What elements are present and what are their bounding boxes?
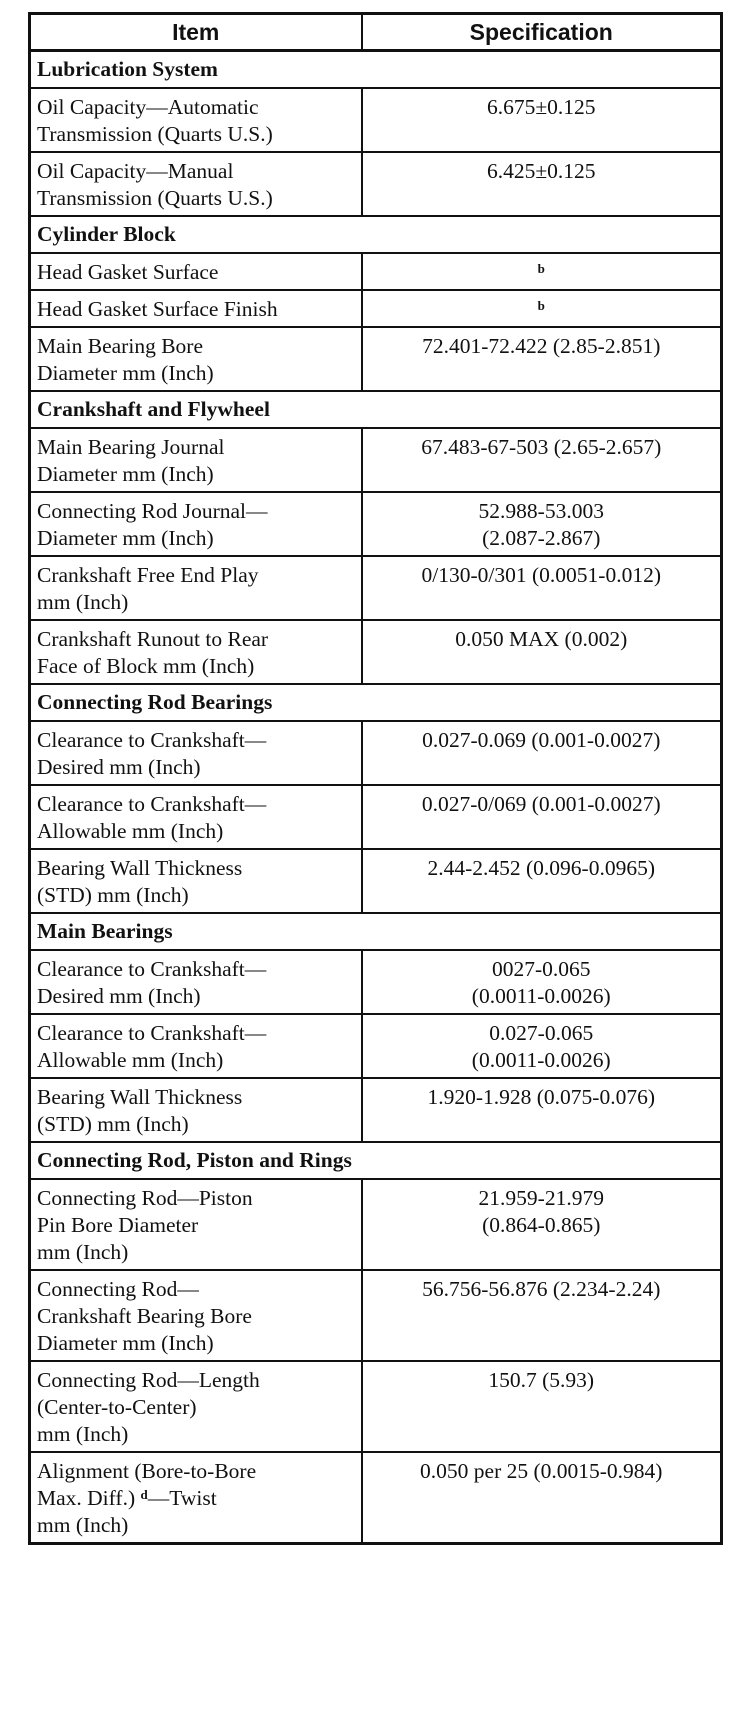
item-cell: Connecting Rod— Crankshaft Bearing Bore Diameter mm (Inch) [37,1277,252,1355]
footnote-marker: b [537,298,545,313]
section-title: Main Bearings [30,913,722,950]
table-row [30,428,722,492]
table-row [30,785,722,849]
header-item: Item [30,14,362,51]
table-row [30,1361,722,1452]
header-spec: Specification [362,14,722,51]
footnote-marker: d [140,1487,148,1502]
spec-cell: 0.050 MAX (0.002) [455,627,628,651]
item-cell: Clearance to Crankshaft— Allowable mm (Inch) [37,1021,267,1072]
spec-cell: 6.675±0.125 [486,95,596,119]
table-row [30,88,722,152]
spec-cell: 0.027-0.069 (0.001-0.0027) [422,728,661,752]
spec-cell: 67.483-67-503 (2.65-2.657) [421,435,662,459]
footnote-marker: b [537,261,545,276]
table-row [30,492,722,556]
item-cell: Crankshaft Runout to Rear Face of Block mm (Inch) [37,627,269,678]
section-row [30,51,722,89]
table-row [30,556,722,620]
item-cell: Oil Capacity—Manual Transmission (Quarts U.S.) [37,159,273,210]
item-cell: Head Gasket Surface [37,260,219,284]
spec-cell: 52.988-53.003 (2.087-2.867) [478,499,604,550]
section-title: Connecting Rod Bearings [30,684,722,721]
spec-cell: 21.959-21.979 (0.864-0.865) [478,1186,604,1237]
table-row [30,1270,722,1361]
spec-table [28,12,723,1545]
section-title: Cylinder Block [30,216,722,253]
spec-cell: 72.401-72.422 (2.85-2.851) [422,334,661,358]
table-row [30,849,722,913]
table-row [30,620,722,684]
spec-cell: 0.027-0/069 (0.001-0.0027) [421,792,661,816]
item-cell: Connecting Rod—Length (Center-to-Center) mm (Inch) [37,1368,260,1446]
item-cell: Bearing Wall Thickness (STD) mm (Inch) [37,1085,243,1136]
section-row [30,391,722,428]
table-row [30,1014,722,1078]
spec-cell: 56.756-56.876 (2.234-2.24) [422,1277,661,1301]
section-row [30,913,722,950]
item-cell: Connecting Rod—Piston Pin Bore Diameter mm (Inch) [37,1186,253,1264]
spec-cell: 2.44-2.452 (0.096-0.0965) [427,856,655,880]
spec-cell: 1.920-1.928 (0.075-0.076) [427,1085,655,1109]
spec-cell: 150.7 (5.93) [488,1368,595,1392]
spec-cell: 0027-0.065 (0.0011-0.0026) [471,957,611,1008]
table-row [30,1179,722,1270]
section-title: Crankshaft and Flywheel [30,391,722,428]
table-row [30,721,722,785]
table-row [30,1452,722,1544]
item-cell: Clearance to Crankshaft— Desired mm (Inch) [37,957,267,1008]
spec-cell: 0/130-0/301 (0.0051-0.012) [421,563,661,587]
item-cell-part: Alignment (Bore-to-Bore Max. Diff.) [37,1459,257,1510]
table-row [30,1078,722,1142]
item-cell: Connecting Rod Journal— Diameter mm (Inch) [37,499,268,550]
table-row [30,253,722,290]
item-cell: Crankshaft Free End Play mm (Inch) [37,563,259,614]
item-cell: Oil Capacity—Automatic Transmission (Quarts U.S.) [37,95,273,146]
item-cell: Bearing Wall Thickness (STD) mm (Inch) [37,856,243,907]
item-cell: Main Bearing Bore Diameter mm (Inch) [37,334,214,385]
table-row [30,327,722,391]
item-cell: Main Bearing Journal Diameter mm (Inch) [37,435,225,486]
item-cell: Clearance to Crankshaft— Desired mm (Inch) [37,728,267,779]
item-cell: Clearance to Crankshaft— Allowable mm (Inch) [37,792,267,843]
section-row [30,684,722,721]
spec-cell: 6.425±0.125 [486,159,596,183]
section-row [30,1142,722,1179]
table-row [30,950,722,1014]
table-row [30,152,722,216]
section-title: Lubrication System [30,51,722,89]
section-title: Connecting Rod, Piston and Rings [30,1142,722,1179]
item-cell-part: —Twist mm (Inch) [37,1486,217,1537]
header-row [30,14,722,51]
spec-cell: 0.027-0.065 (0.0011-0.0026) [471,1021,611,1072]
spec-cell: 0.050 per 25 (0.0015-0.984) [420,1459,663,1483]
section-row [30,216,722,253]
table-row [30,290,722,327]
item-cell: Head Gasket Surface Finish [37,297,278,321]
